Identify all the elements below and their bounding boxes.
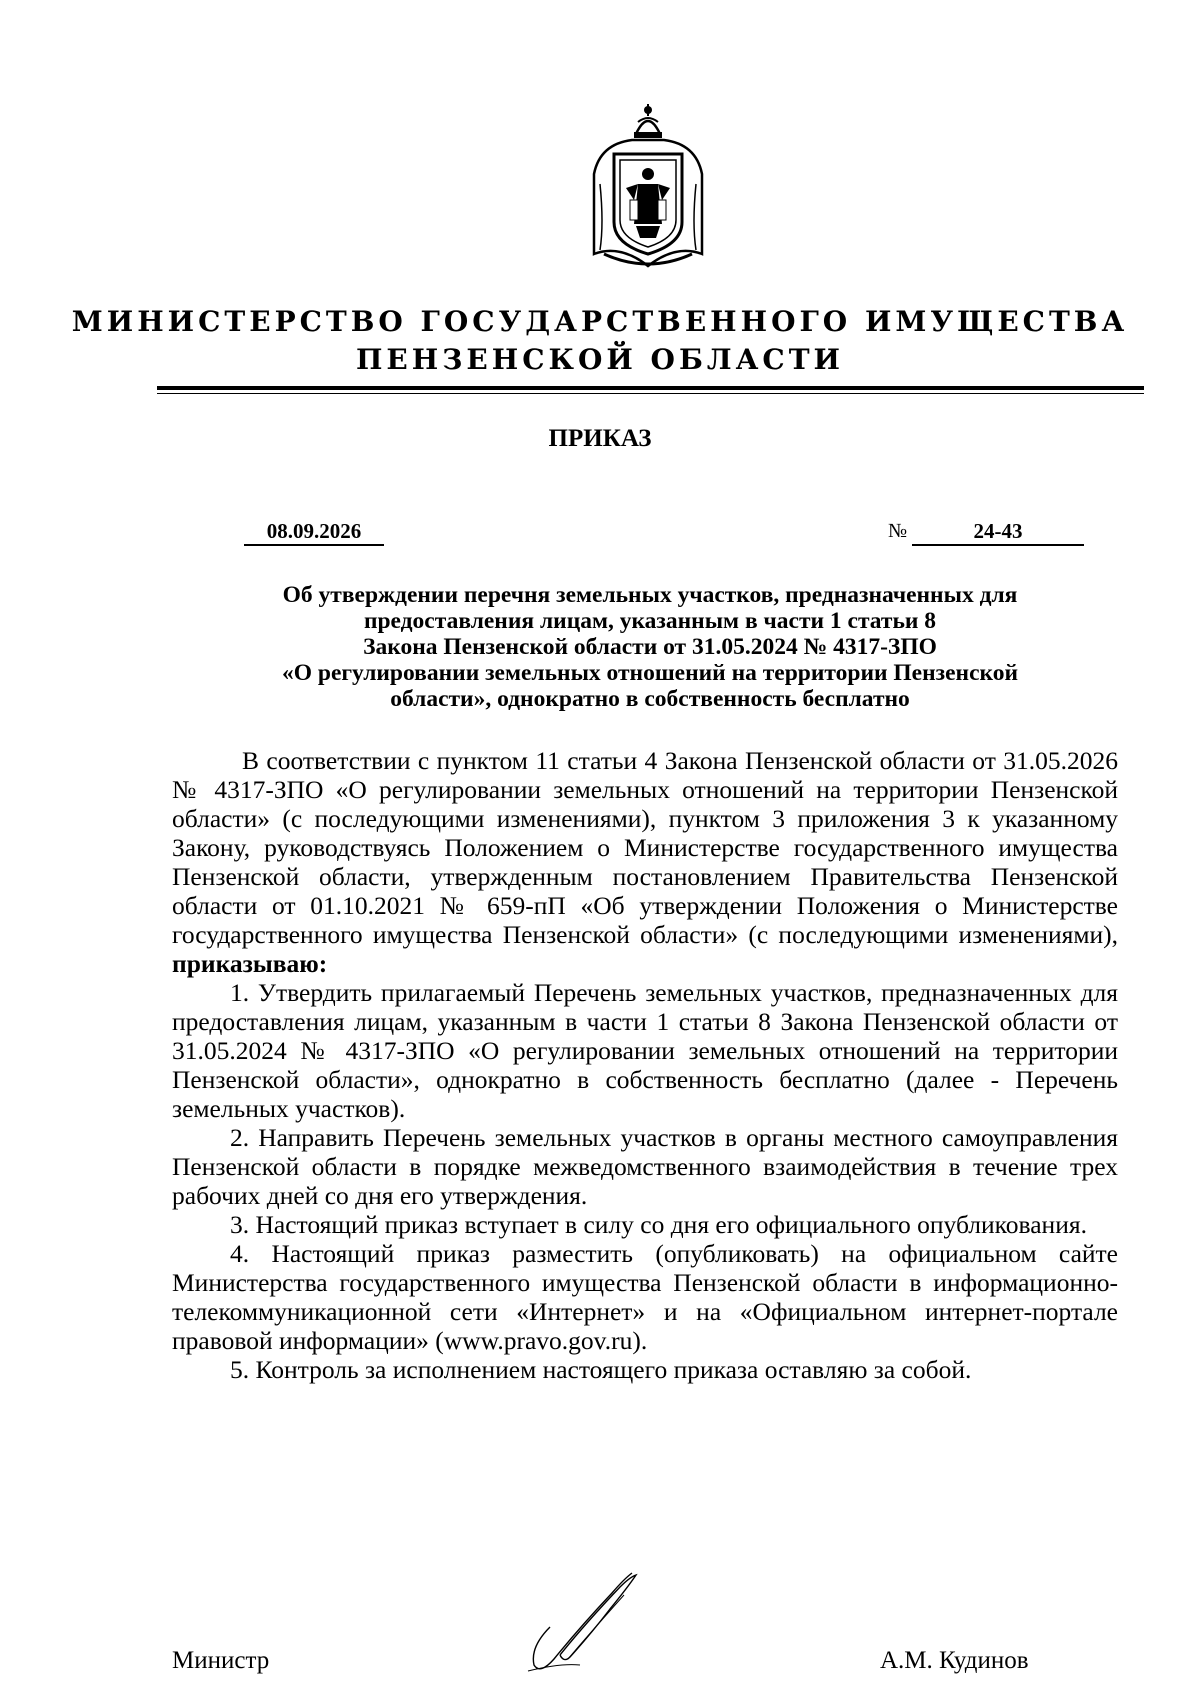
document-date: 08.09.2026 (244, 518, 384, 546)
subject-line: «О регулировании земельных отношений на территории Пензенской (281, 660, 1019, 686)
order-item: 4. Настоящий приказ разместить (опубликовать) на официальном сайте Министерства государственного имущества Пензенской области в информационно-телекоммуникационной сети «Интернет» и на «Официальном интернет-портале правовой информации» (www.pravo.gov.ru). (172, 1239, 1118, 1355)
subject-line: предоставления лицам, указанным в части 1 статьи 8 (363, 608, 937, 634)
subject-line: Об утверждении перечня земельных участков, предназначенных для (282, 582, 1018, 608)
organization-name-line1: МИНИСТЕРСТВО ГОСУДАРСТВЕННОГО ИМУЩЕСТВА (71, 305, 1129, 338)
organization-name-line2: ПЕНЗЕНСКОЙ ОБЛАСТИ (355, 343, 845, 376)
subject-line: Закона Пензенской области от 31.05.2024 № 4317-ЗПО (363, 634, 937, 660)
header-rule-thick (157, 386, 1144, 390)
document-body (172, 746, 1118, 1384)
number-sign: № (888, 520, 908, 542)
preamble-paragraph (172, 746, 1118, 978)
order-item: 2. Направить Перечень земельных участков в органы местного самоуправления Пензенской области в порядке межведомственного взаимодействия в течение трех рабочих дней со дня его утверждения. (172, 1123, 1118, 1210)
order-item: 1. Утвердить прилагаемый Перечень земельных участков, предназначенных для предоставления лицам, указанным в части 1 статьи 8 Закона Пензенской области от 31.05.2024 № 4317-ЗПО «О регулировании земельных отношений на территории Пензенской области», однократно в собственность бесплатно (далее - Перечень земельных участков). (172, 978, 1118, 1123)
order-item: 3. Настоящий приказ вступает в силу со дня его официального опубликования. (230, 1210, 1087, 1239)
header-rule-thin (157, 393, 1144, 394)
signatory-name: А.М. Кудинов (880, 1647, 1029, 1674)
coat-of-arms-icon (590, 104, 706, 270)
preamble-emphasis: приказываю: (172, 949, 328, 978)
order-item: 5. Контроль за исполнением настоящего приказа оставляю за собой. (230, 1355, 972, 1384)
signatory-title: Министр (172, 1647, 270, 1674)
preamble-text: В соответствии с пунктом 11 статьи 4 Закона Пензенской области от 31.05.2026 № 4317-ЗПО «О регулировании земельных отношений на территории Пензенской области» (с последующими изменениями), пунктом 3 приложения 3 к указанному Закону, руководствуясь Положением о Министерстве государственного имущества Пензенской области, утвержденным постановлением Правительства Пензенской области от 01.10.2021 № 659-пП «Об утверждении Положения о Министерстве государственного имущества Пензенской области» (с последующими изменениями), (172, 746, 1118, 949)
document-type: ПРИКАЗ (548, 425, 652, 452)
subject-line: области», однократно в собственность бесплатно (390, 686, 910, 712)
document-number: 24-43 (912, 518, 1084, 546)
document-subject (190, 582, 1110, 712)
handwritten-signature (520, 1567, 650, 1679)
